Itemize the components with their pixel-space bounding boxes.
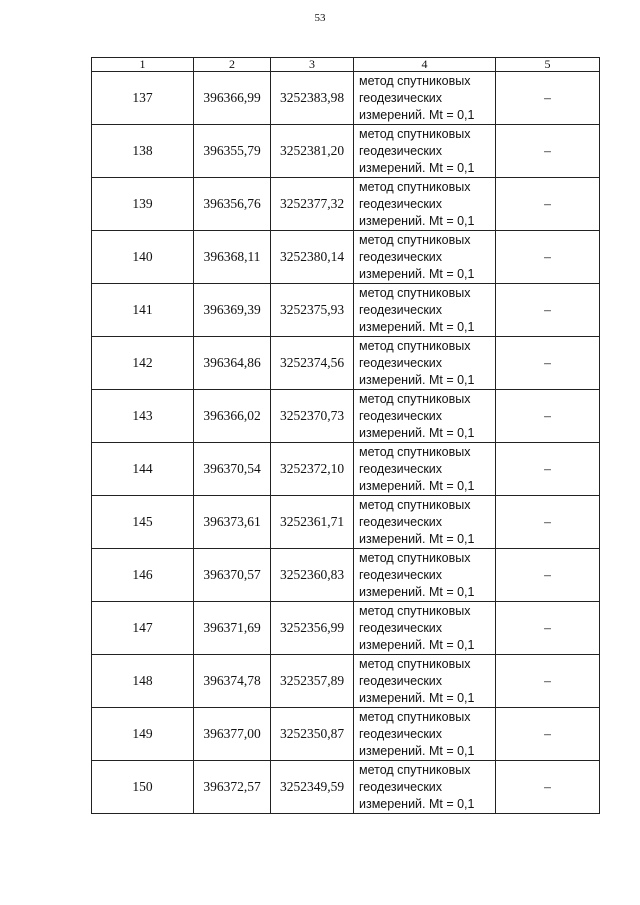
method-text-line: геодезических: [359, 620, 443, 635]
point-number-cell: 140: [92, 231, 194, 284]
y-coordinate-cell: 3252360,83: [271, 549, 354, 602]
column-5-cell: –: [496, 178, 600, 231]
y-coordinate-cell: 3252383,98: [271, 72, 354, 125]
method-text-line: геодезических: [359, 90, 443, 105]
x-coordinate-cell: 396366,02: [194, 390, 271, 443]
table-row: [92, 443, 600, 496]
coordinates-table: [91, 57, 600, 814]
method-text-line: метод спутниковых: [359, 550, 471, 565]
y-coordinate-cell: 3252350,87: [271, 708, 354, 761]
table-row: [92, 496, 600, 549]
point-number-cell: 149: [92, 708, 194, 761]
table-row: [92, 125, 600, 178]
method-text-line: измерений. Mt = 0,1: [359, 478, 475, 493]
method-cell: [354, 337, 496, 390]
table-row: [92, 284, 600, 337]
method-text-line: метод спутниковых: [359, 126, 471, 141]
method-cell: [354, 125, 496, 178]
point-number-cell: 141: [92, 284, 194, 337]
point-number-cell: 144: [92, 443, 194, 496]
x-coordinate-cell: 396369,39: [194, 284, 271, 337]
y-coordinate-cell: 3252377,32: [271, 178, 354, 231]
point-number-cell: 148: [92, 655, 194, 708]
method-text-line: измерений. Mt = 0,1: [359, 160, 475, 175]
y-coordinate-cell: 3252375,93: [271, 284, 354, 337]
method-text-line: измерений. Mt = 0,1: [359, 796, 475, 811]
method-cell: [354, 231, 496, 284]
point-number-cell: 143: [92, 390, 194, 443]
x-coordinate-cell: 396371,69: [194, 602, 271, 655]
y-coordinate-cell: 3252380,14: [271, 231, 354, 284]
method-text-line: метод спутниковых: [359, 603, 471, 618]
method-text-line: геодезических: [359, 779, 443, 794]
method-text-line: геодезических: [359, 249, 443, 264]
point-number-cell: 146: [92, 549, 194, 602]
method-text-line: геодезических: [359, 196, 443, 211]
table-row: [92, 549, 600, 602]
method-cell: [354, 761, 496, 814]
method-text-line: геодезических: [359, 355, 443, 370]
column-header-3: 3: [271, 58, 354, 72]
column-5-cell: –: [496, 496, 600, 549]
method-cell: [354, 496, 496, 549]
method-text-line: геодезических: [359, 143, 443, 158]
method-cell: [354, 602, 496, 655]
method-cell: [354, 655, 496, 708]
column-5-cell: –: [496, 72, 600, 125]
method-text-line: метод спутниковых: [359, 762, 471, 777]
x-coordinate-cell: 396373,61: [194, 496, 271, 549]
method-text-line: геодезических: [359, 461, 443, 476]
table-row: [92, 231, 600, 284]
method-text-line: геодезических: [359, 302, 443, 317]
y-coordinate-cell: 3252356,99: [271, 602, 354, 655]
method-text-line: измерений. Mt = 0,1: [359, 107, 475, 122]
method-text-line: измерений. Mt = 0,1: [359, 372, 475, 387]
table-row: [92, 708, 600, 761]
method-text-line: метод спутниковых: [359, 391, 471, 406]
table-header: [92, 58, 600, 72]
method-text-line: измерений. Mt = 0,1: [359, 743, 475, 758]
column-5-cell: –: [496, 337, 600, 390]
method-text-line: геодезических: [359, 673, 443, 688]
method-text-line: метод спутниковых: [359, 444, 471, 459]
page-number: 53: [314, 12, 326, 24]
column-header-2: 2: [194, 58, 271, 72]
column-5-cell: –: [496, 761, 600, 814]
x-coordinate-cell: 396355,79: [194, 125, 271, 178]
method-text-line: метод спутниковых: [359, 338, 471, 353]
method-text-line: измерений. Mt = 0,1: [359, 319, 475, 334]
table-row: [92, 72, 600, 125]
table-row: [92, 655, 600, 708]
x-coordinate-cell: 396377,00: [194, 708, 271, 761]
y-coordinate-cell: 3252372,10: [271, 443, 354, 496]
x-coordinate-cell: 396368,11: [194, 231, 271, 284]
point-number-cell: 139: [92, 178, 194, 231]
table-row: [92, 390, 600, 443]
method-text-line: метод спутниковых: [359, 285, 471, 300]
method-cell: [354, 708, 496, 761]
table-body: [92, 72, 600, 814]
point-number-cell: 138: [92, 125, 194, 178]
method-text-line: геодезических: [359, 408, 443, 423]
method-text-line: измерений. Mt = 0,1: [359, 425, 475, 440]
point-number-cell: 137: [92, 72, 194, 125]
method-text-line: измерений. Mt = 0,1: [359, 637, 475, 652]
method-text-line: метод спутниковых: [359, 656, 471, 671]
method-text-line: измерений. Mt = 0,1: [359, 266, 475, 281]
method-text-line: измерений. Mt = 0,1: [359, 213, 475, 228]
method-text-line: метод спутниковых: [359, 497, 471, 512]
x-coordinate-cell: 396364,86: [194, 337, 271, 390]
y-coordinate-cell: 3252349,59: [271, 761, 354, 814]
method-text-line: геодезических: [359, 726, 443, 741]
point-number-cell: 142: [92, 337, 194, 390]
point-number-cell: 150: [92, 761, 194, 814]
method-cell: [354, 284, 496, 337]
y-coordinate-cell: 3252361,71: [271, 496, 354, 549]
y-coordinate-cell: 3252357,89: [271, 655, 354, 708]
column-header-4: 4: [354, 58, 496, 72]
method-text-line: метод спутниковых: [359, 709, 471, 724]
method-cell: [354, 390, 496, 443]
x-coordinate-cell: 396356,76: [194, 178, 271, 231]
y-coordinate-cell: 3252374,56: [271, 337, 354, 390]
header-row: [92, 58, 600, 72]
column-5-cell: –: [496, 125, 600, 178]
method-cell: [354, 549, 496, 602]
x-coordinate-cell: 396374,78: [194, 655, 271, 708]
table-row: [92, 178, 600, 231]
point-number-cell: 145: [92, 496, 194, 549]
column-5-cell: –: [496, 655, 600, 708]
y-coordinate-cell: 3252370,73: [271, 390, 354, 443]
column-5-cell: –: [496, 390, 600, 443]
column-5-cell: –: [496, 549, 600, 602]
method-text-line: измерений. Mt = 0,1: [359, 690, 475, 705]
method-cell: [354, 178, 496, 231]
point-number-cell: 147: [92, 602, 194, 655]
method-text-line: геодезических: [359, 567, 443, 582]
table-row: [92, 761, 600, 814]
y-coordinate-cell: 3252381,20: [271, 125, 354, 178]
method-text-line: метод спутниковых: [359, 232, 471, 247]
method-text-line: метод спутниковых: [359, 179, 471, 194]
method-text-line: геодезических: [359, 514, 443, 529]
table-row: [92, 602, 600, 655]
column-header-5: 5: [496, 58, 600, 72]
column-5-cell: –: [496, 602, 600, 655]
method-text-line: измерений. Mt = 0,1: [359, 531, 475, 546]
x-coordinate-cell: 396370,54: [194, 443, 271, 496]
x-coordinate-cell: 396370,57: [194, 549, 271, 602]
table-row: [92, 337, 600, 390]
column-5-cell: –: [496, 708, 600, 761]
column-header-1: 1: [92, 58, 194, 72]
method-text-line: измерений. Mt = 0,1: [359, 584, 475, 599]
x-coordinate-cell: 396372,57: [194, 761, 271, 814]
method-cell: [354, 443, 496, 496]
column-5-cell: –: [496, 231, 600, 284]
method-text-line: метод спутниковых: [359, 73, 471, 88]
column-5-cell: –: [496, 284, 600, 337]
column-5-cell: –: [496, 443, 600, 496]
x-coordinate-cell: 396366,99: [194, 72, 271, 125]
method-cell: [354, 72, 496, 125]
